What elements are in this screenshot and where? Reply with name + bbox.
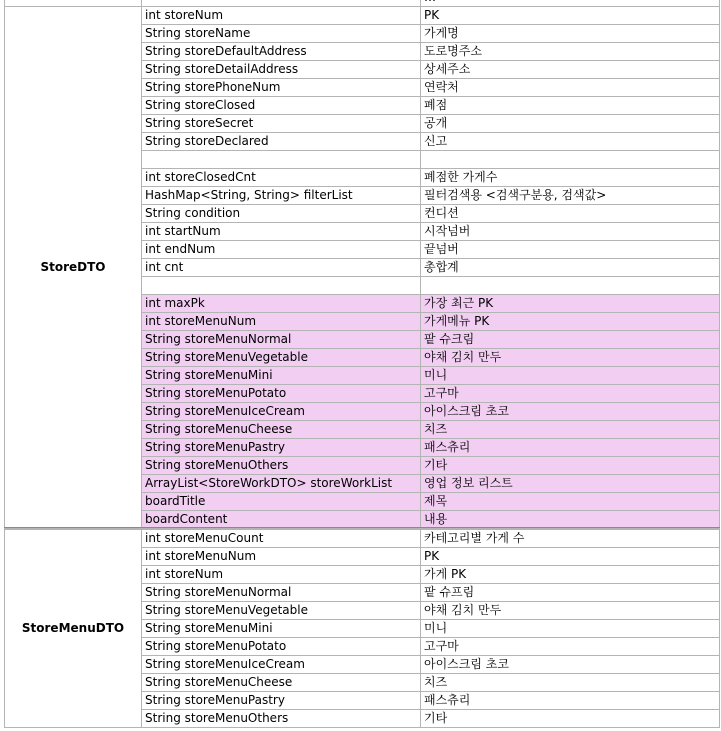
field-cell[interactable]: String storeMenuIceCream [142,403,421,421]
field-cell[interactable]: String storeMenuNormal [142,584,421,602]
field-cell[interactable]: String condition [142,205,421,223]
field-cell[interactable]: String storeDetailAddress [142,61,421,79]
description-cell[interactable]: 도로명주소 [421,43,720,61]
field-cell[interactable]: String storeMenuOthers [142,457,421,475]
description-cell[interactable]: 패스츄리 [421,692,720,710]
field-cell[interactable]: int maxPk [142,295,421,313]
field-cell[interactable]: String storeMenuCheese [142,421,421,439]
field-cell[interactable]: int cnt [142,259,421,277]
description-cell[interactable]: 가게 PK [421,566,720,584]
description-cell[interactable]: 내용 [421,511,720,529]
description-cell[interactable]: 폐점한 가게수 [421,169,720,187]
description-cell[interactable]: 신고 [421,133,720,151]
description-cell[interactable]: 패스츄리 [421,439,720,457]
description-cell[interactable]: 컨디션 [421,205,720,223]
description-cell[interactable]: 필터검색용 <검색구분용, 검색값> [421,187,720,205]
description-cell[interactable]: 야채 김치 만두 [421,349,720,367]
field-cell[interactable]: String storeDeclared [142,133,421,151]
description-cell[interactable]: 기타 [421,457,720,475]
storemenudto-table [4,529,720,728]
field-cell[interactable]: String storeMenuNormal [142,331,421,349]
field-cell[interactable]: String storeMenuPotato [142,385,421,403]
field-cell[interactable]: String storeClosed [142,97,421,115]
description-cell[interactable]: 기타 [421,710,720,728]
field-cell[interactable]: String storeMenuPastry [142,439,421,457]
description-cell[interactable]: 아이스크림 초코 [421,656,720,674]
description-cell[interactable]: 고구마 [421,385,720,403]
field-cell[interactable]: int storeNum [142,566,421,584]
field-cell[interactable]: String storeSecret [142,115,421,133]
field-cell[interactable]: ArrayList<StoreWorkDTO> storeWorkList [142,475,421,493]
storedto-table [4,6,720,529]
field-cell[interactable]: String storeMenuMini [142,367,421,385]
description-cell[interactable]: 팥 슈프림 [421,584,720,602]
field-cell[interactable] [142,277,421,295]
dto-name-cell[interactable]: StoreMenuDTO [5,530,142,728]
field-cell[interactable]: String storeDefaultAddress [142,43,421,61]
field-cell[interactable]: String storeMenuOthers [142,710,421,728]
description-cell[interactable]: PK [421,548,720,566]
field-cell[interactable]: String storePhoneNum [142,79,421,97]
description-cell[interactable]: 치즈 [421,421,720,439]
description-cell[interactable]: 미니 [421,367,720,385]
field-cell[interactable]: String storeMenuPotato [142,638,421,656]
dto-name-cell[interactable]: StoreDTO [5,7,142,529]
description-cell[interactable]: 미니 [421,620,720,638]
table-row [5,7,720,25]
description-cell[interactable]: 공개 [421,115,720,133]
description-cell[interactable] [421,151,720,169]
field-cell[interactable] [142,151,421,169]
field-cell[interactable]: int endNum [142,241,421,259]
field-cell[interactable]: int startNum [142,223,421,241]
description-cell[interactable] [421,277,720,295]
description-cell[interactable]: 연락처 [421,79,720,97]
description-cell[interactable]: 상세주소 [421,61,720,79]
field-cell[interactable]: String storeMenuIceCream [142,656,421,674]
field-cell[interactable]: String storeName [142,25,421,43]
description-cell[interactable]: 시작넘버 [421,223,720,241]
field-cell[interactable]: int storeNum [142,7,421,25]
field-cell[interactable]: int storeMenuNum [142,548,421,566]
description-cell[interactable]: 카테고리별 가게 수 [421,530,720,548]
description-cell[interactable]: PK [421,7,720,25]
description-cell[interactable]: 치즈 [421,674,720,692]
field-cell[interactable]: String storeMenuPastry [142,692,421,710]
description-cell[interactable]: 제목 [421,493,720,511]
field-cell[interactable]: int storeClosedCnt [142,169,421,187]
field-cell[interactable]: HashMap<String, String> filterList [142,187,421,205]
field-cell[interactable]: boardTitle [142,493,421,511]
field-cell[interactable]: String storeMenuVegetable [142,602,421,620]
description-cell[interactable]: 팥 슈크림 [421,331,720,349]
description-cell[interactable]: 가게명 [421,25,720,43]
description-cell[interactable]: 폐점 [421,97,720,115]
field-cell[interactable]: int storeMenuCount [142,530,421,548]
table-row [5,530,720,548]
field-cell[interactable]: String storeMenuVegetable [142,349,421,367]
description-cell[interactable]: 가장 최근 PK [421,295,720,313]
description-cell[interactable]: 아이스크림 초코 [421,403,720,421]
field-cell[interactable]: int storeMenuNum [142,313,421,331]
field-cell[interactable]: boardContent [142,511,421,529]
field-cell[interactable]: String storeMenuMini [142,620,421,638]
section-divider [4,527,720,528]
description-cell[interactable]: 가게메뉴 PK [421,313,720,331]
field-cell[interactable]: String storeMenuCheese [142,674,421,692]
description-cell[interactable]: 야채 김치 만두 [421,602,720,620]
description-cell[interactable]: 총합계 [421,259,720,277]
description-cell[interactable]: 영업 정보 리스트 [421,475,720,493]
description-cell[interactable]: 고구마 [421,638,720,656]
description-cell[interactable]: 끝넘버 [421,241,720,259]
